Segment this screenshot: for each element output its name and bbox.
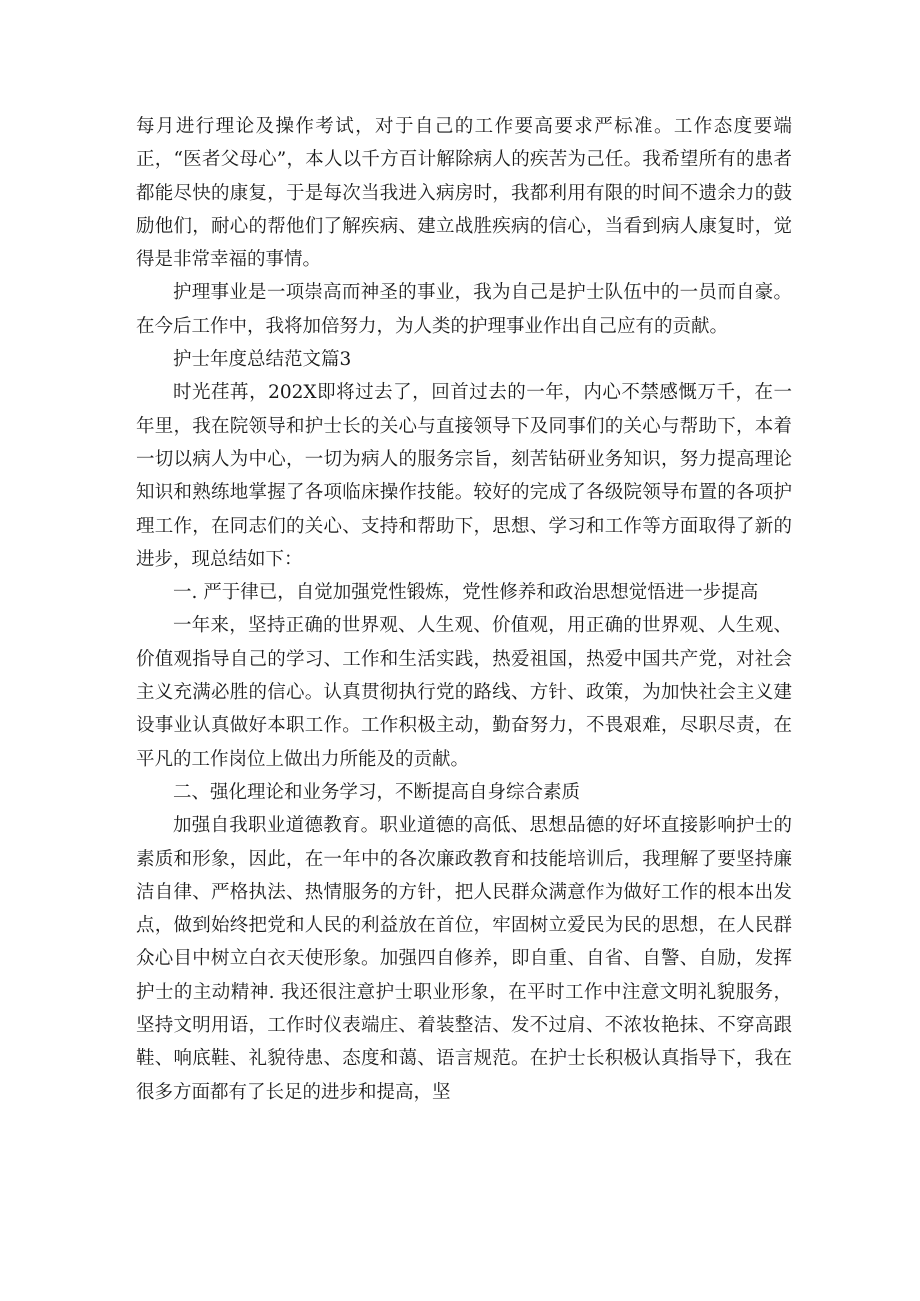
subheading-1: 一. 严于律已，自觉加强党性锻炼，党性修养和政治思想觉悟进一步提高: [173, 582, 759, 604]
subheading-2: 二、强化理论和业务学习，不断提高自身综合素质: [173, 781, 581, 803]
paragraph-2: 护理事业是一项崇高而神圣的事业，我为自己是护士队伍中的一员而自豪。在今后工作中，我将加倍努力，为人类的护理事业作出自己应有的贡献。: [136, 282, 792, 337]
paragraph-3: 时光荏苒，202X即将过去了，回首过去的一年，内心不禁感慨万千，在一年里，我在院领导和护士长的关心与直接领导下及同事们的关心与帮助下，本着一切以病人为中心，一切为病人的服务宗旨，刻苦钻研业务知识，努力提高理论知识和熟练地掌握了各项临床操作技能。较好的完成了各级院领导布置的各项护理工作，在同志们的关心、支持和帮助下，思想、学习和工作等方面取得了新的进步，现总结如下：: [136, 382, 792, 570]
section-heading: 护士年度总结范文篇3: [173, 349, 352, 371]
document-page: [136, 110, 792, 1109]
paragraph-1: 每月进行理论及操作考试，对于自己的工作要高要求严标准。工作态度要端正，“医者父母心”，本人以千方百计解除病人的疾苦为己任。我希望所有的患者都能尽快的康复，于是每次当我进入病房时，我都利用有限的时间不遗余力的鼓励他们，耐心的帮他们了解疾病、建立战胜疾病的信心，当看到病人康复时，觉得是非常幸福的事情。: [136, 116, 792, 271]
paragraph-5: 加强自我职业道德教育。职业道德的高低、思想品德的好坏直接影响护士的素质和形象，因此，在一年中的各次廉政教育和技能培训后，我理解了要坚持廉洁自律、严格执法、热情服务的方针，把人民群众满意作为做好工作的根本出发点，做到始终把党和人民的利益放在首位，牢固树立爱民为民的思想，在人民群众心目中树立白衣天使形象。加强四自修养，即自重、自省、自警、自励，发挥护士的主动精神. 我还很注意护士职业形象，在平时工作中注意文明礼貌服务，坚持文明用语，工作时仪表端庄、着装整洁、发不过肩、不浓妆艳抹、不穿高跟鞋、响底鞋、礼貌待患、态度和蔼、语言规范。在护士长积极认真指导下，我在很多方面都有了长足的进步和提高，坚: [136, 815, 792, 1103]
paragraph-4: 一年来，坚持正确的世界观、人生观、价值观，用正确的世界观、人生观、价值观指导自己的学习、工作和生活实践，热爱祖国，热爱中国共产党，对社会主义充满必胜的信心。认真贯彻执行党的路线、方针、政策，为加快社会主义建设事业认真做好本职工作。工作积极主动，勤奋努力，不畏艰难，尽职尽责，在平凡的工作岗位上做出力所能及的贡献。: [136, 615, 792, 770]
